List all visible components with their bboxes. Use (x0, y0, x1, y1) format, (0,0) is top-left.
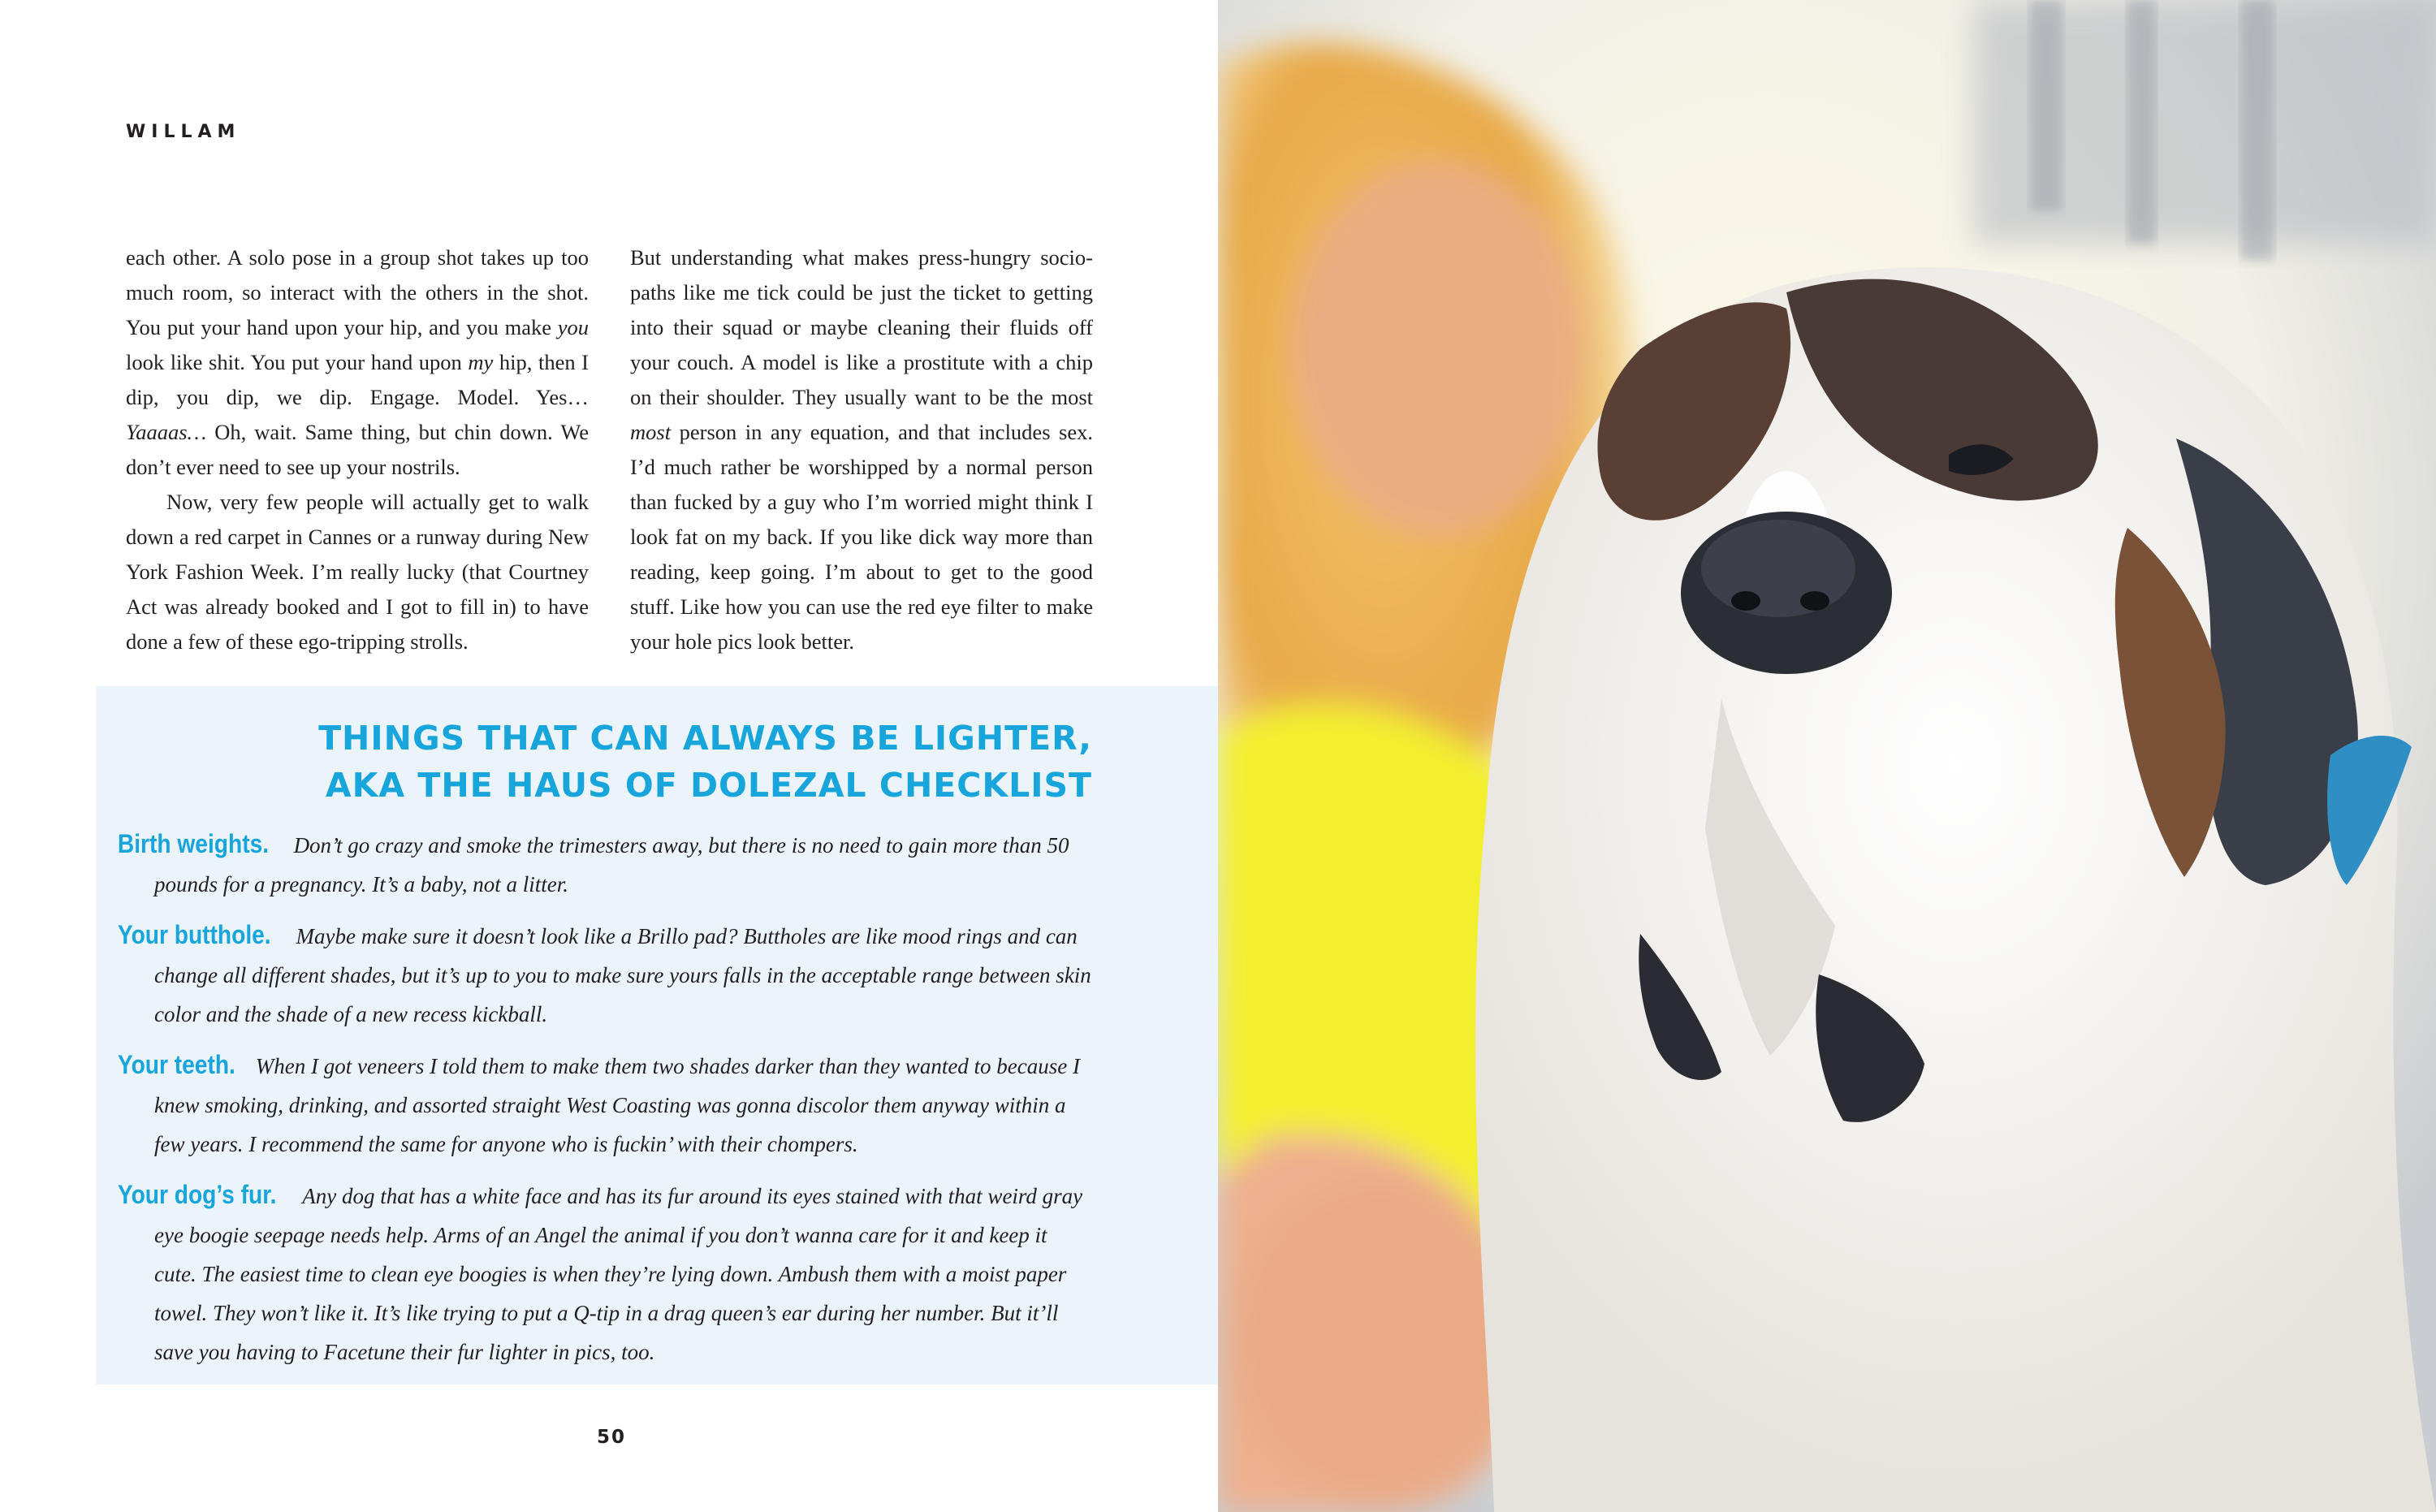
checklist-sidebar (96, 686, 1218, 1385)
checklist-item-text: Any dog that has a white face and has its fur around its eyes stained with that weird gray eye boogie seepage needs help. Arms of an Angel the animal if you don’t wanna care for it and keep it cute. The easiest time to clean eye boogies is when they’re lying down. Ambush them with a moist paper towel. They won’t like it. It’s like trying to put a Q-tip in a drag queen’s ear during her number. But it’ll save you having to Facetune their fur lighter in pics, too. (154, 1184, 1083, 1364)
paragraph: Now, very few people will actually get to walk down a red carpet in Cannes or a runway during New York Fashion Week. I’m really lucky (that Courtney Act was already booked and I got to fill in) to have done a few of these ego-tripping strolls. (126, 490, 589, 654)
dog-photo (1218, 0, 2436, 1512)
checklist-item-text: Maybe make sure it doesn’t look like a Brillo pad? Buttholes are like mood rings and can change all different shades, but it’s up to you to make sure yours falls in the acceptable range between skin color and the shade of a new recess kickball. (154, 924, 1091, 1026)
checklist-item-heading: Birth weights. (117, 829, 270, 858)
checklist-item (117, 1045, 1093, 1164)
checklist-item (117, 1175, 1093, 1372)
checklist-item-heading: Your teeth. (117, 1050, 235, 1079)
paragraph: each other. A solo pose in a group shot takes up too much room, so interact with the others in the shot. You put your hand upon your hip, and you make you look like shit. You put your hand upon my hip, then I dip, you dip, we dip. Engage. Model. Yes… Yaaaas… Oh, wait. Same thing, but chin down. We don’t ever need to see up your nostrils. (126, 245, 590, 479)
page-number: 50 (597, 1427, 627, 1448)
sidebar-title: THINGS THAT CAN ALWAYS BE LIGHTER, AKA THE HAUS OF DOLEZAL CHECKLIST (318, 719, 1092, 805)
checklist (117, 824, 1093, 1383)
checklist-item (117, 915, 1093, 1034)
paragraph: But understanding what makes press-hungry socio-paths like me tick could be just the ticket to getting into their squad or maybe cleaning their fluids off your couch. A model is like a prostitute with a chip on their shoulder. They usually want to be the most most person in any equation, and that includes sex. I’d much rather be worshipped by a normal person than fucked by a guy who I’m worried might think I look fat on my back. If you like dick way more than reading, keep going. I’m about to get to the good stuff. Like how you can use the red eye filter to make your hole pics look better. (630, 245, 1093, 654)
checklist-item-text: Don’t go crazy and smoke the trimesters away, but there is no need to gain more than 50 pounds for a pregnancy. It’s a baby, not a litter. (154, 833, 1069, 896)
checklist-item-heading: Your butthole. (117, 920, 271, 949)
dog-photo-illustration (1218, 0, 2436, 1512)
dog-figure (1475, 267, 2436, 1512)
body-column-1 (126, 240, 589, 659)
checklist-item (117, 824, 1093, 904)
body-column-2 (630, 240, 1093, 659)
checklist-item-heading: Your dog’s fur. (117, 1180, 277, 1209)
checklist-item-text: When I got veneers I told them to make them two shades darker than they wanted to because I knew smoking, drinking, and assorted straight West Coasting was gonna discolor them anyway within a few years. I recommend the same for anyone who is fuckin’ with their chompers. (154, 1054, 1081, 1156)
running-head: WILLAM (126, 122, 241, 142)
